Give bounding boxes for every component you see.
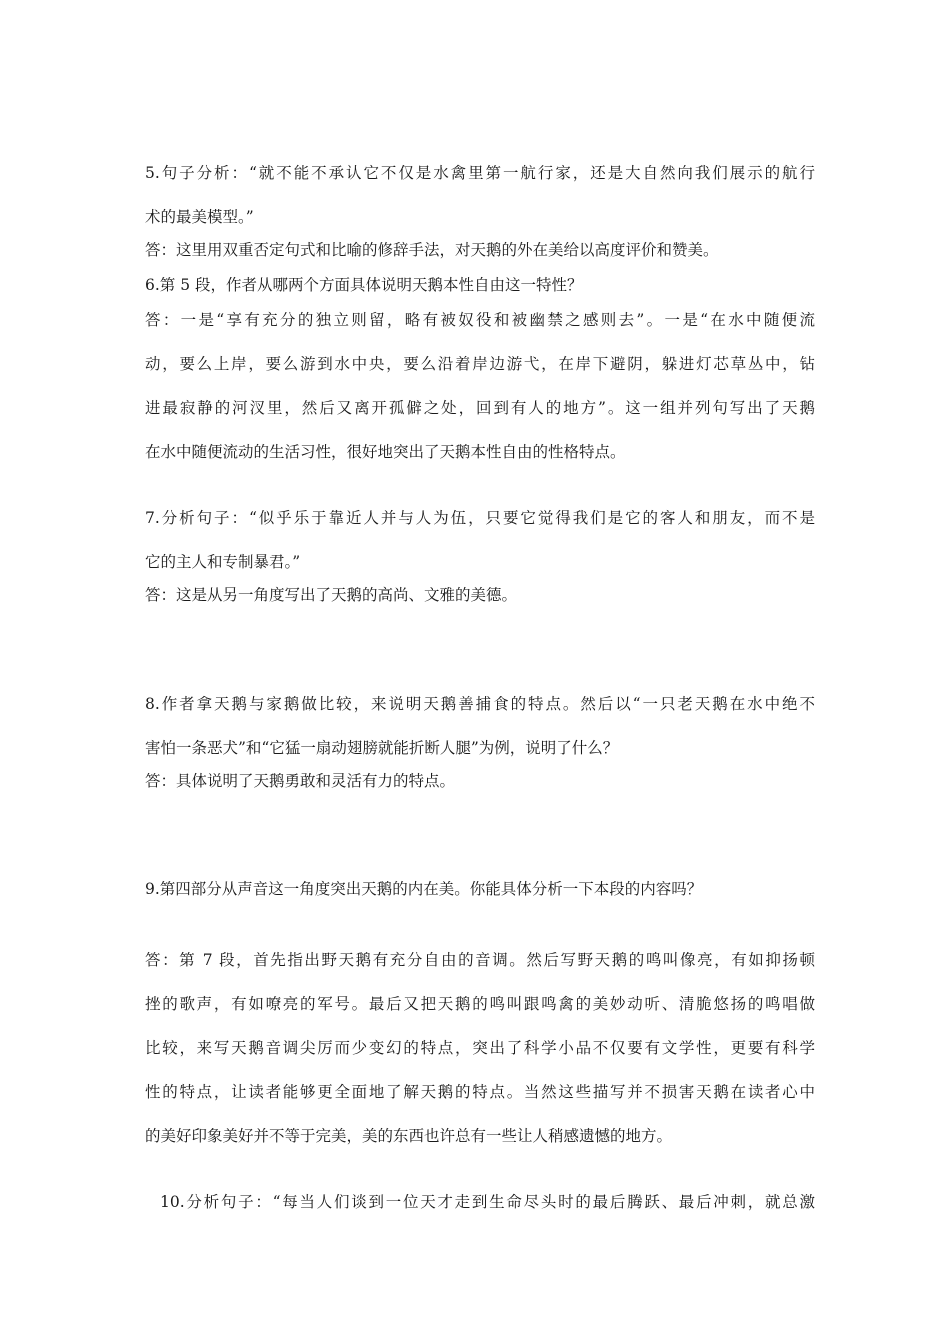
answer-9-line-4: 性的特点，让读者能够更全面地了解天鹅的特点。当然这些描写并不损害天鹅在读者心中 [145,1083,815,1101]
question-8-line-2: 害怕一条恶犬”和“它猛一扇动翅膀就能折断人腿”为例，说明了什么？ [145,739,619,757]
answer-5-line-1: 答：这里用双重否定句式和比喻的修辞手法，对天鹅的外在美给以高度评价和赞美。 [145,241,719,259]
answer-7-line-1: 答：这是从另一角度写出了天鹅的高尚、文雅的美德。 [145,586,518,604]
question-9-line-1: 9.第四部分从声音这一角度突出天鹅的内在美。你能具体分析一下本段的内容吗？ [145,880,703,898]
question-5-line-2: 术的最美模型。” [145,208,254,226]
question-7-line-1: 7.分析句子：“似乎乐于靠近人并与人为伍，只要它觉得我们是它的客人和朋友，而不是 [145,509,815,527]
question-10-line-1: 10.分析句子：“每当人们谈到一位天才走到生命尽头时的最后腾跃、最后冲刺，就总激 [160,1193,815,1211]
answer-9-line-5: 的美好印象美好并不等于完美，美的东西也许总有一些让人稍感遗憾的地方。 [145,1127,673,1145]
answer-9-line-2: 挫的歌声，有如嘹亮的军号。最后又把天鹅的鸣叫跟鸣禽的美妙动听、清脆悠扬的鸣唱做 [145,995,815,1013]
answer-6-line-2: 动，要么上岸，要么游到水中央，要么沿着岸边游弋，在岸下避阴，躲进灯芯草丛中，钻 [145,355,815,373]
question-8-line-1: 8.作者拿天鹅与家鹅做比较，来说明天鹅善捕食的特点。然后以“一只老天鹅在水中绝不 [145,695,815,713]
question-6-line-1: 6.第 5 段，作者从哪两个方面具体说明天鹅本性自由这一特性？ [145,276,583,294]
answer-6-line-4: 在水中随便流动的生活习性，很好地突出了天鹅本性自由的性格特点。 [145,443,626,461]
answer-8-line-1: 答：具体说明了天鹅勇敢和灵活有力的特点。 [145,772,456,790]
question-5-line-1: 5.句子分析：“就不能不承认它不仅是水禽里第一航行家，还是大自然向我们展示的航行 [145,164,815,182]
answer-6-line-1: 答：一是“享有充分的独立则留，略有被奴役和被幽禁之感则去”。一是“在水中随便流 [145,311,815,329]
answer-9-line-3: 比较，来写天鹅音调尖厉而少变幻的特点，突出了科学小品不仅要有文学性，更要有科学 [145,1039,815,1057]
answer-6-line-3: 进最寂静的河汊里，然后又离开孤僻之处，回到有人的地方”。这一组并列句写出了天鹅 [145,399,815,417]
answer-9-line-1: 答：第 7 段，首先指出野天鹅有充分自由的音调。然后写野天鹅的鸣叫像亮，有如抑扬顿 [145,951,815,969]
question-7-line-2: 它的主人和专制暴君。” [145,553,301,571]
